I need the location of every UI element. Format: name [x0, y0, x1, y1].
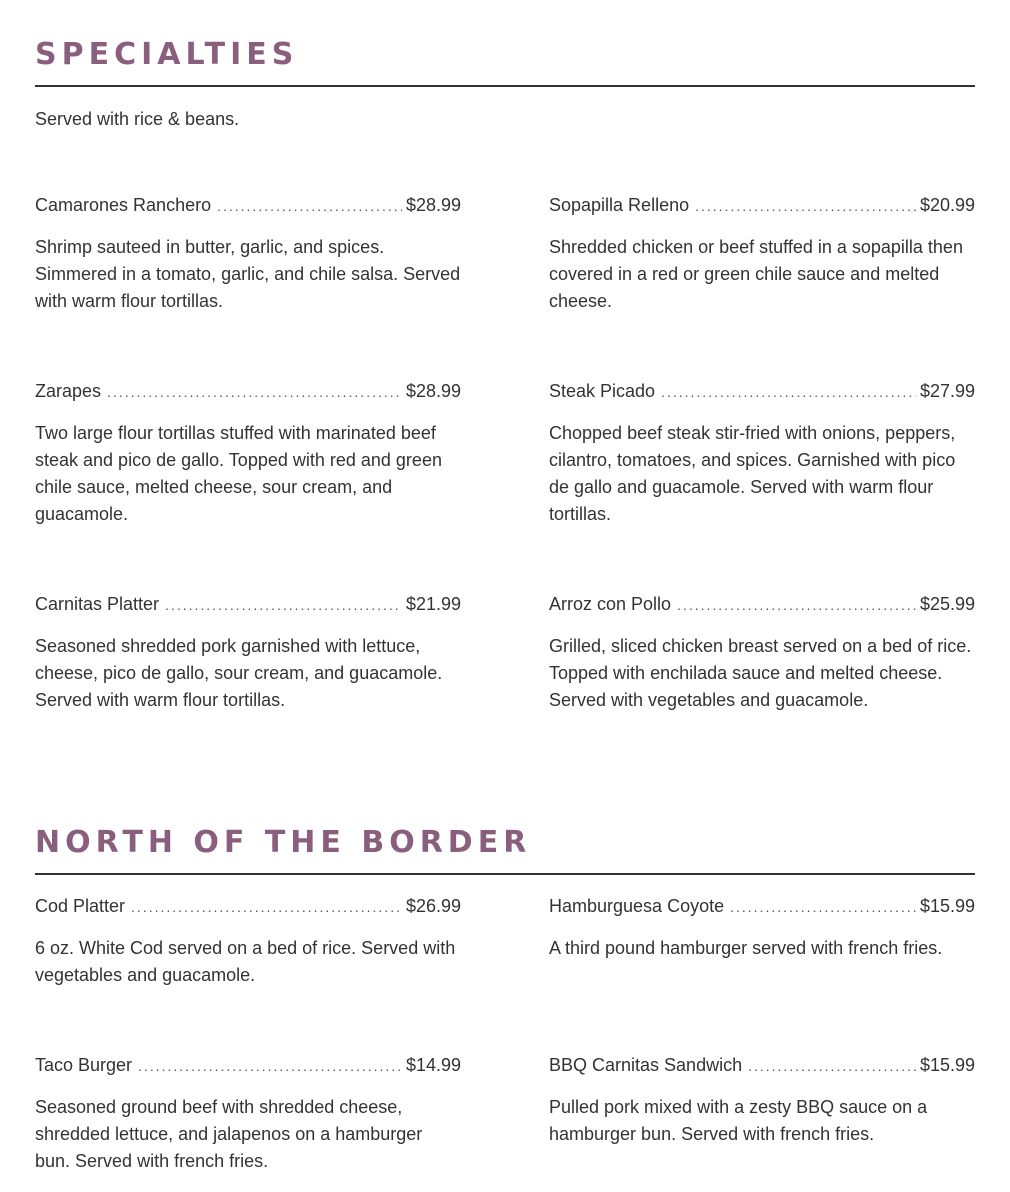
specialties-section [35, 37, 975, 720]
item-price: $27.99 [919, 381, 975, 401]
item-name: Cod Platter [35, 896, 126, 916]
menu-item [549, 595, 975, 714]
item-price: $20.99 [919, 195, 975, 215]
menu-item [549, 196, 975, 315]
menu-item [35, 196, 461, 315]
dot-leader [730, 900, 916, 914]
item-description: A third pound hamburger served with french fries. [549, 938, 943, 958]
item-description: Shredded chicken or beef stuffed in a sopapilla then covered in a red or green chile sauce and melted cheese. [549, 237, 963, 311]
menu-item [35, 595, 461, 714]
menu-item [549, 897, 975, 962]
dot-leader [661, 385, 916, 399]
item-name: BBQ Carnitas Sandwich [549, 1055, 743, 1075]
item-description: Shrimp sauteed in butter, garlic, and spices. Simmered in a tomato, garlic, and chile salsa. Served with warm flour tortillas. [35, 237, 461, 311]
item-description: Seasoned shredded pork garnished with lettuce, cheese, pico de gallo, sour cream, and guacamole. Served with warm flour tortillas. [35, 636, 443, 710]
dot-leader [165, 598, 402, 612]
item-price: $25.99 [919, 594, 975, 614]
menu-item [549, 1056, 975, 1148]
item-name: Hamburguesa Coyote [549, 896, 725, 916]
menu-item [35, 897, 461, 989]
item-price: $15.99 [919, 896, 975, 916]
item-name: Arroz con Pollo [549, 594, 672, 614]
section-divider [35, 873, 975, 875]
dot-leader [131, 900, 402, 914]
item-price: $28.99 [405, 381, 461, 401]
section-intro: Served with rice & beans. [35, 109, 240, 129]
item-name: Carnitas Platter [35, 594, 160, 614]
dot-leader [677, 598, 916, 612]
item-description: Chopped beef steak stir-fried with onions, peppers, cilantro, tomatoes, and spices. Garnished with pico de gallo and guacamole. Served with warm flour tortillas. [549, 423, 956, 524]
menu-item [35, 1056, 461, 1175]
item-name: Sopapilla Relleno [549, 195, 690, 215]
section-divider [35, 85, 975, 87]
item-price: $26.99 [405, 896, 461, 916]
north-of-the-border-section [35, 825, 975, 1188]
item-description: Grilled, sliced chicken breast served on a bed of rice. Topped with enchilada sauce and melted cheese. Served with vegetables and guacamole. [549, 636, 972, 710]
item-price: $28.99 [405, 195, 461, 215]
dot-leader [107, 385, 402, 399]
menu-item [549, 382, 975, 528]
section-title-specialties: SPECIALTIES [35, 37, 299, 72]
dot-leader [138, 1059, 402, 1073]
item-description: Seasoned ground beef with shredded cheese, shredded lettuce, and jalapenos on a hamburger bun. Served with french fries. [35, 1097, 423, 1171]
item-name: Camarones Ranchero [35, 195, 212, 215]
section-title-north-of-the-border: NORTH OF THE BORDER [35, 825, 532, 860]
item-name: Taco Burger [35, 1055, 133, 1075]
item-description: Pulled pork mixed with a zesty BBQ sauce on a hamburger bun. Served with french fries. [549, 1097, 928, 1144]
item-description: 6 oz. White Cod served on a bed of rice. Served with vegetables and guacamole. [35, 938, 456, 985]
dot-leader [748, 1059, 916, 1073]
item-name: Zarapes [35, 381, 102, 401]
item-price: $15.99 [919, 1055, 975, 1075]
dot-leader [217, 199, 402, 213]
item-price: $21.99 [405, 594, 461, 614]
item-name: Steak Picado [549, 381, 656, 401]
dot-leader [695, 199, 916, 213]
item-description: Two large flour tortillas stuffed with marinated beef steak and pico de gallo. Topped with red and green chile sauce, melted cheese, sour cream, and guacamole. [35, 423, 442, 524]
item-price: $14.99 [405, 1055, 461, 1075]
menu-item [35, 382, 461, 528]
